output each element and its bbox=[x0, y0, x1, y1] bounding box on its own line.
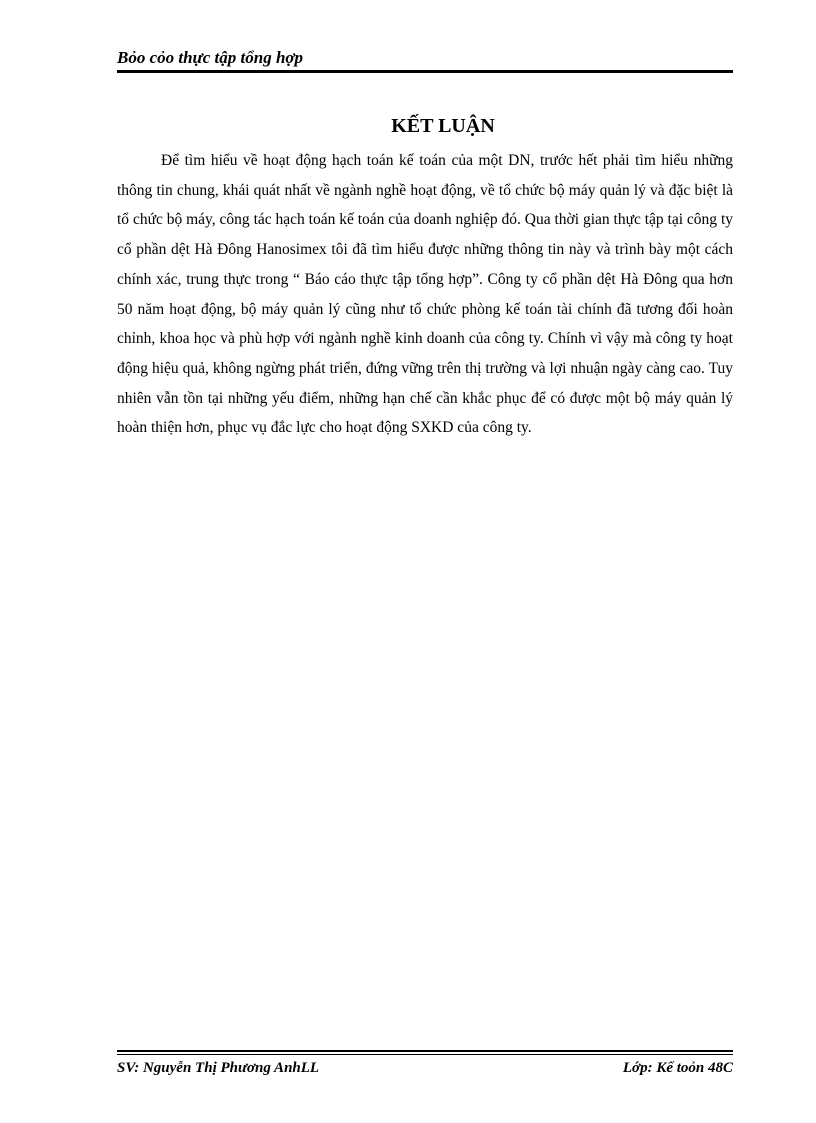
header-rule bbox=[117, 70, 733, 73]
footer-student-name: SV: Nguyễn Thị Phương AnhLL bbox=[117, 1060, 320, 1076]
document-title: KẾT LUẬN bbox=[391, 115, 495, 137]
footer-class-name: Lớp: Kế toỏn 48C bbox=[622, 1060, 733, 1076]
conclusion-paragraph: Để tìm hiểu về hoạt động hạch toán kế toán của một DN, trước hết phải tìm hiểu những thông tin chung, khái quát nhất về ngành nghề hoạt động, về tổ chức bộ máy quản lý và đặc biệt là tổ chức bộ máy, công tác hạch toán kế toán của doanh nghiệp đó. Qua thời gian thực tập tại công ty cổ phần dệt Hà Đông Hanosimex tôi đã tìm hiểu được những thông tin này và trình bày một cách chính xác, trung thực trong “ Báo cáo thực tập tổng hợp”. Công ty cổ phần dệt Hà Đông qua hơn 50 năm hoạt động, bộ máy quản lý cũng như tổ chức phòng kế toán tài chính đã tương đối hoàn chỉnh, khoa học và phù hợp với ngành nghề kinh doanh của công ty. Chính vì vậy mà công ty hoạt động hiệu quả, không ngừng phát triển, đứng vững trên thị trường và lợi nhuận ngày càng cao. Tuy nhiên vẫn tồn tại những yếu điểm, những hạn chế cần khắc phục để có được một bộ máy quản lý hoàn thiện hơn, phục vụ đắc lực cho hoạt động SXKD của công ty. bbox=[117, 152, 733, 437]
footer-rule-thin bbox=[117, 1054, 733, 1055]
page-footer bbox=[117, 1050, 733, 1080]
page-header bbox=[117, 47, 733, 73]
footer-rule-thick bbox=[117, 1050, 733, 1052]
header-title: Bỏo cỏo thực tập tổng hợp bbox=[117, 48, 304, 67]
